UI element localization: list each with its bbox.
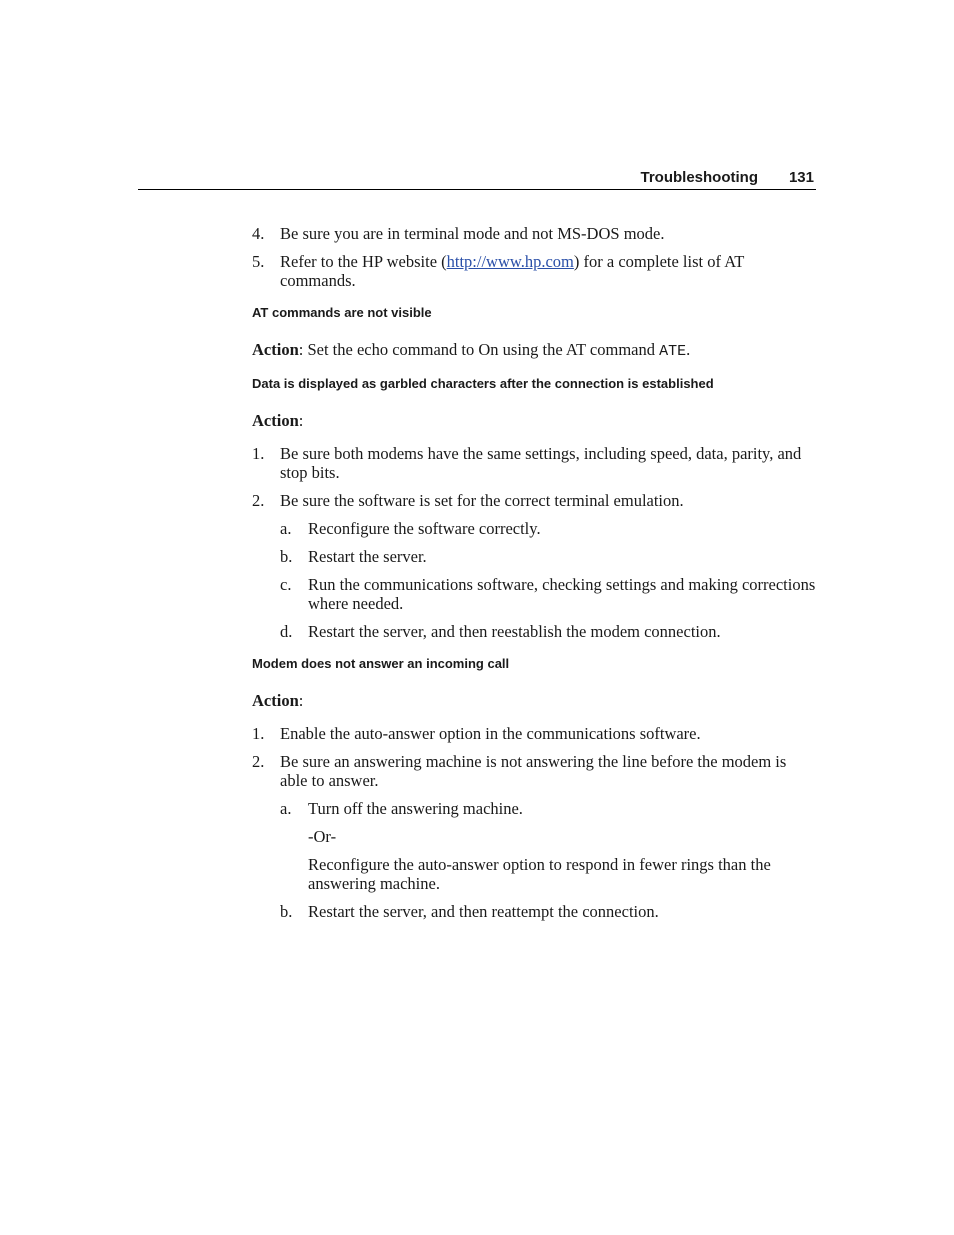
action-end: . <box>686 340 691 359</box>
sublist-letter: c. <box>280 575 292 594</box>
section-heading-modem-no-answer: Modem does not answer an incoming call <box>252 656 510 671</box>
sublist-text: Reconfigure the software correctly. <box>308 519 541 538</box>
list-item-step-1 <box>252 724 816 743</box>
list-item-step-5 <box>252 252 816 290</box>
action-label: Action <box>252 411 299 430</box>
page-body <box>252 224 816 930</box>
sublist-text: Restart the server, and then reestablish the modem connection. <box>308 622 721 641</box>
hp-website-link[interactable]: http://www.hp.com <box>446 252 574 271</box>
section-heading-garbled: Data is displayed as garbled characters after the connection is established <box>252 376 714 391</box>
page-number: 131 <box>788 169 814 186</box>
list-text: Be sure both modems have the same settings, including speed, data, parity, and stop bits. <box>280 444 802 482</box>
command-code: ATE <box>659 343 687 360</box>
sublist-item-c <box>252 575 816 613</box>
list-text: Enable the auto-answer option in the communications software. <box>280 724 701 743</box>
list-number: 4. <box>252 224 265 243</box>
list-text-before-link: Refer to the HP website ( <box>280 252 447 271</box>
sublist-text: Restart the server. <box>308 547 427 566</box>
sublist-text: Restart the server, and then reattempt the connection. <box>308 902 659 921</box>
action-text: : Set the echo command to On using the AT command <box>298 340 660 359</box>
action-label: Action <box>252 691 299 710</box>
sublist-letter: a. <box>280 519 292 538</box>
list-item-step-2 <box>252 491 816 510</box>
sublist-text: Run the communications software, checking settings and making corrections where needed. <box>308 575 816 613</box>
sublist-letter: a. <box>280 799 292 818</box>
list-number: 1. <box>252 724 265 743</box>
list-number: 5. <box>252 252 265 271</box>
sublist-item-a <box>252 799 816 818</box>
action-paragraph <box>252 691 816 710</box>
section-heading-at-commands: AT commands are not visible <box>252 305 432 320</box>
action-paragraph <box>252 340 816 361</box>
list-number: 2. <box>252 491 265 510</box>
sublist-item-d <box>252 622 816 641</box>
action-paragraph <box>252 411 816 430</box>
running-header <box>138 168 816 190</box>
sublist-item-b <box>252 547 816 566</box>
list-item-step-1 <box>252 444 816 482</box>
list-text: Be sure an answering machine is not answering the line before the modem is able to answer. <box>280 752 787 790</box>
sublist-text: Turn off the answering machine. <box>308 799 523 818</box>
or-separator: -Or- <box>308 827 337 846</box>
list-number: 1. <box>252 444 265 463</box>
list-item-step-2 <box>252 752 816 790</box>
action-colon: : <box>298 411 304 430</box>
action-colon: : <box>298 691 304 710</box>
alternative-text: Reconfigure the auto-answer option to respond in fewer rings than the answering machine. <box>308 855 771 893</box>
action-label: Action <box>252 340 299 359</box>
sublist-letter: b. <box>280 902 293 921</box>
header-section-title: Troubleshooting <box>640 169 758 186</box>
sublist-item-b <box>252 902 816 921</box>
list-text-after-link: ) for a complete list of AT commands. <box>280 252 745 290</box>
list-text: Be sure you are in terminal mode and not MS-DOS mode. <box>280 224 665 243</box>
sublist-letter: d. <box>280 622 293 641</box>
list-item-step-4 <box>252 224 816 243</box>
sublist-letter: b. <box>280 547 293 566</box>
sublist-item-a <box>252 519 816 538</box>
list-number: 2. <box>252 752 265 771</box>
list-text: Be sure the software is set for the correct terminal emulation. <box>280 491 684 510</box>
